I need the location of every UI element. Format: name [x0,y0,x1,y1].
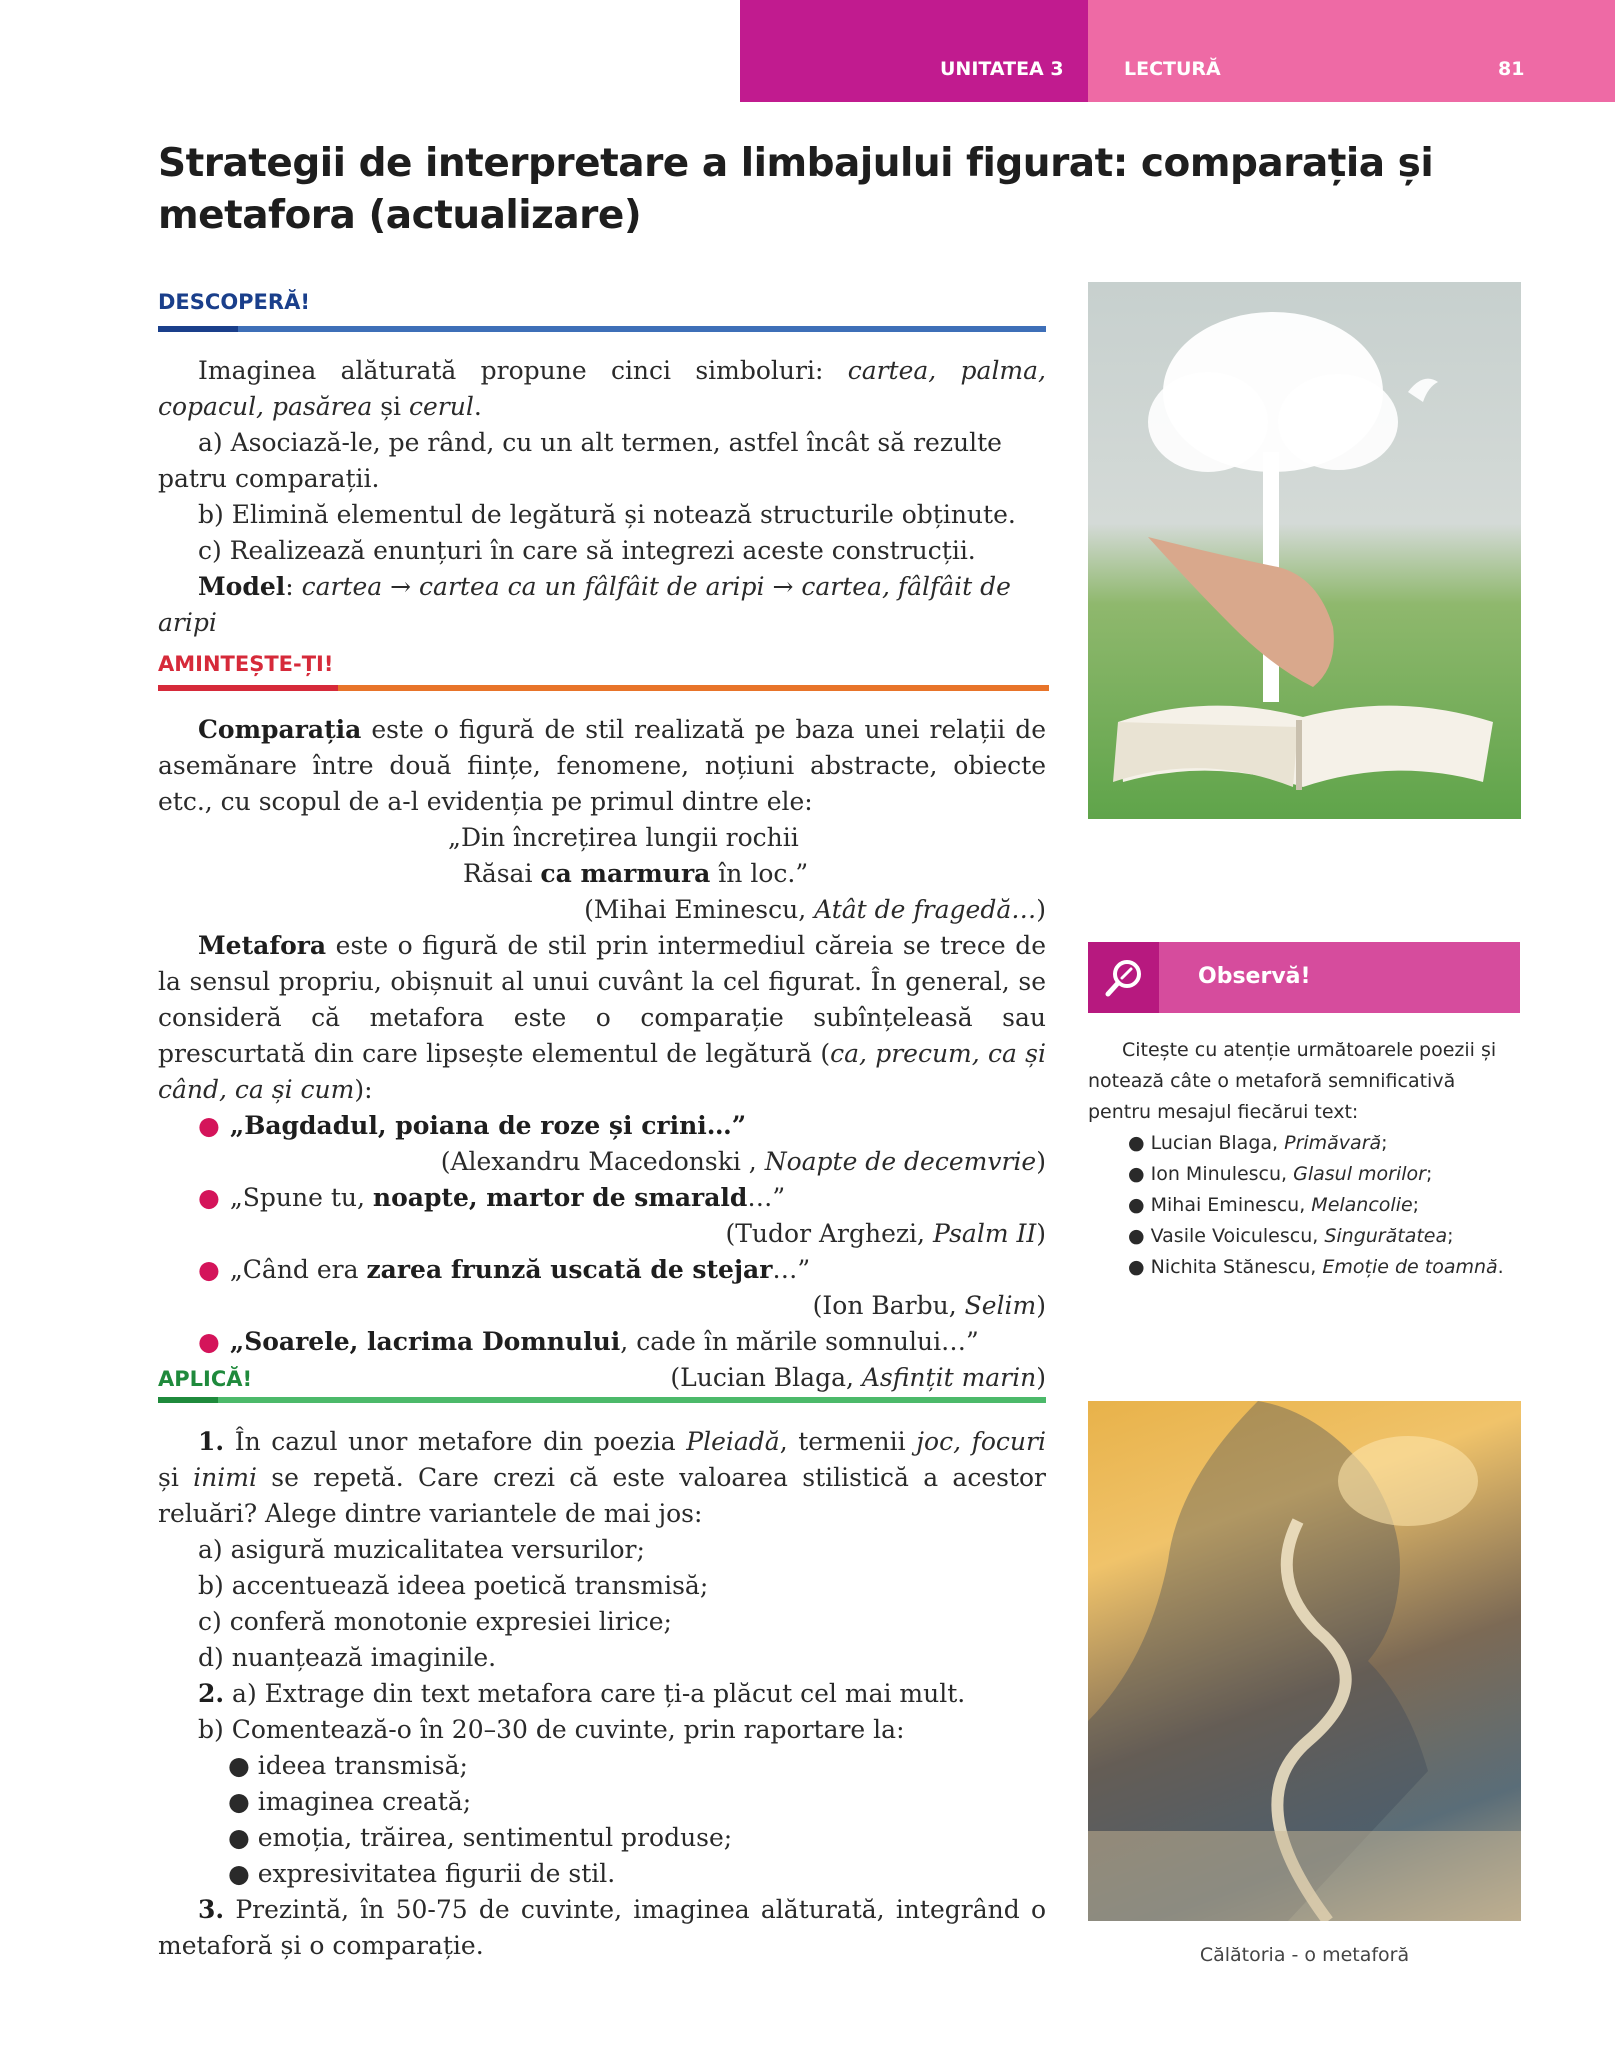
header-section-band [1088,0,1615,102]
metafora-example-3-source: (Ion Barbu, Selim) [812,1291,1046,1320]
option-a: a) asigură muzicalitatea versurilor; [198,1535,645,1564]
aminteste-label: AMINTEȘTE-ȚI! [158,652,334,676]
metafora-example-2-source: (Tudor Arghezi, Psalm II) [725,1219,1046,1248]
observa-item-1: ● Lucian Blaga, Primăvară; [1128,1132,1388,1154]
question-2a: 2. a) Extrage din text metafora care ți-a plăcut cel mai mult. [198,1679,966,1708]
header-section: LECTURĂ [1124,58,1221,80]
metafora-definition: Metafora este o figură de stil prin intermediul căreia se trece de la sensul propriu, obișnuit al unui cuvânt la cel figurat. În general, se consideră că metafora este o comparație subînțeleasă sau prescurtată din care lipsește elementul de legătură (ca, precum, ca și când, ca și cum): [158,931,1046,1104]
page-number: 81 [1498,58,1525,80]
criterion-3: ● emoția, trăirea, sentimentul produse; [228,1823,733,1852]
book-tree-illustration [1088,282,1521,819]
option-b: b) accentuează ideea poetică transmisă; [198,1571,709,1600]
verse-line-1: „Din încrețirea lungii rochii [448,823,799,852]
observa-intro: Citește cu atenție următoarele poezii și notează câte o metaforă semnificativă pentru mesajul fiecărui text: [1088,1039,1497,1123]
header-unit-band [740,0,1088,102]
aminteste-text [158,712,1046,1396]
option-c: c) conferă monotonie expresiei lirice; [198,1607,672,1636]
aplica-bar [158,1397,1046,1403]
observa-label: Observă! [1198,964,1311,989]
criterion-2: ● imaginea creată; [228,1787,472,1816]
descopera-label: DESCOPERĂ! [158,290,310,314]
aminteste-bar [158,685,1049,691]
descopera-text [158,353,1046,641]
metafora-example-1: ● „Bagdadul, poiana de roze și crini…” [198,1111,747,1140]
descopera-bar [158,326,1046,332]
aplica-label: APLICĂ! [158,1367,253,1391]
metafora-example-4-source: (Lucian Blaga, Asfințit marin) [670,1363,1046,1392]
observa-text [1088,1035,1520,1283]
observa-item-4: ● Vasile Voiculescu, Singurătatea; [1128,1225,1454,1247]
descopera-intro: Imaginea alăturată propune cinci simboluri: cartea, palma, copacul, pasărea și cerul. [158,356,1046,421]
descopera-task-c: c) Realizează enunțuri în care să integrezi aceste construcții. [198,536,976,565]
header-unit: UNITATEA 3 [940,58,1064,80]
descopera-task-b: b) Elimină elementul de legătură și notează structurile obținute. [198,500,1016,529]
descopera-model: Model: cartea → cartea ca un fâlfâit de aripi → cartea, fâlfâit de aripi [158,572,1011,637]
metafora-example-1-source: (Alexandru Macedonski , Noapte de decemvrie) [440,1147,1046,1176]
descopera-task-a: a) Asociază-le, pe rând, cu un alt termen, astfel încât să rezulte patru comparații. [158,428,1002,493]
aplica-text [158,1424,1046,1964]
question-3: 3. Prezintă, în 50-75 de cuvinte, imaginea alăturată, integrând o metaforă și o comparație. [158,1895,1046,1960]
criterion-1: ● ideea transmisă; [228,1751,468,1780]
observa-item-5: ● Nichita Stănescu, Emoție de toamnă. [1128,1256,1504,1278]
question-2b: b) Comentează-o în 20–30 de cuvinte, prin raportare la: [198,1715,905,1744]
journey-caption: Călătoria - o metaforă [1199,1944,1410,1966]
observa-item-2: ● Ion Minulescu, Glasul morilor; [1128,1163,1433,1185]
metafora-example-3: ● „Când era zarea frunză uscată de stejar…” [198,1255,811,1284]
question-1: 1. În cazul unor metafore din poezia Pleiadă, termenii joc, focuri și inimi se repetă. Care crezi că este valoarea stilistică a acestor reluări? Alege dintre variantele de mai jos: [158,1427,1047,1528]
magnifier-icon [1088,942,1159,1013]
verse-line-2: Răsai ca marmura în loc.” [463,859,809,888]
metafora-example-4: ● „Soarele, lacrima Domnului, cade în mările somnului…” [198,1327,979,1356]
observa-header [1088,942,1520,1013]
page-title: Strategii de interpretare a limbajului figurat: comparația și metafora (actualizare) [158,141,1434,238]
journey-illustration [1088,1401,1521,1921]
comparatie-definition: Comparația este o figură de stil realizată pe baza unei relații de asemănare între două ființe, fenomene, noțiuni abstracte, obiecte etc., cu scopul de a-l evidenția pe primul dintre ele: [158,715,1046,816]
journey-photo [1088,1401,1521,1921]
option-d: d) nuanțează imaginile. [198,1643,497,1672]
book-tree-photo [1088,282,1521,819]
observa-item-3: ● Mihai Eminescu, Melancolie; [1128,1194,1420,1216]
criterion-4: ● expresivitatea figurii de stil. [228,1859,616,1888]
metafora-example-2: ● „Spune tu, noapte, martor de smarald…” [198,1183,786,1212]
verse-source: (Mihai Eminescu, Atât de fragedă…) [584,895,1046,924]
